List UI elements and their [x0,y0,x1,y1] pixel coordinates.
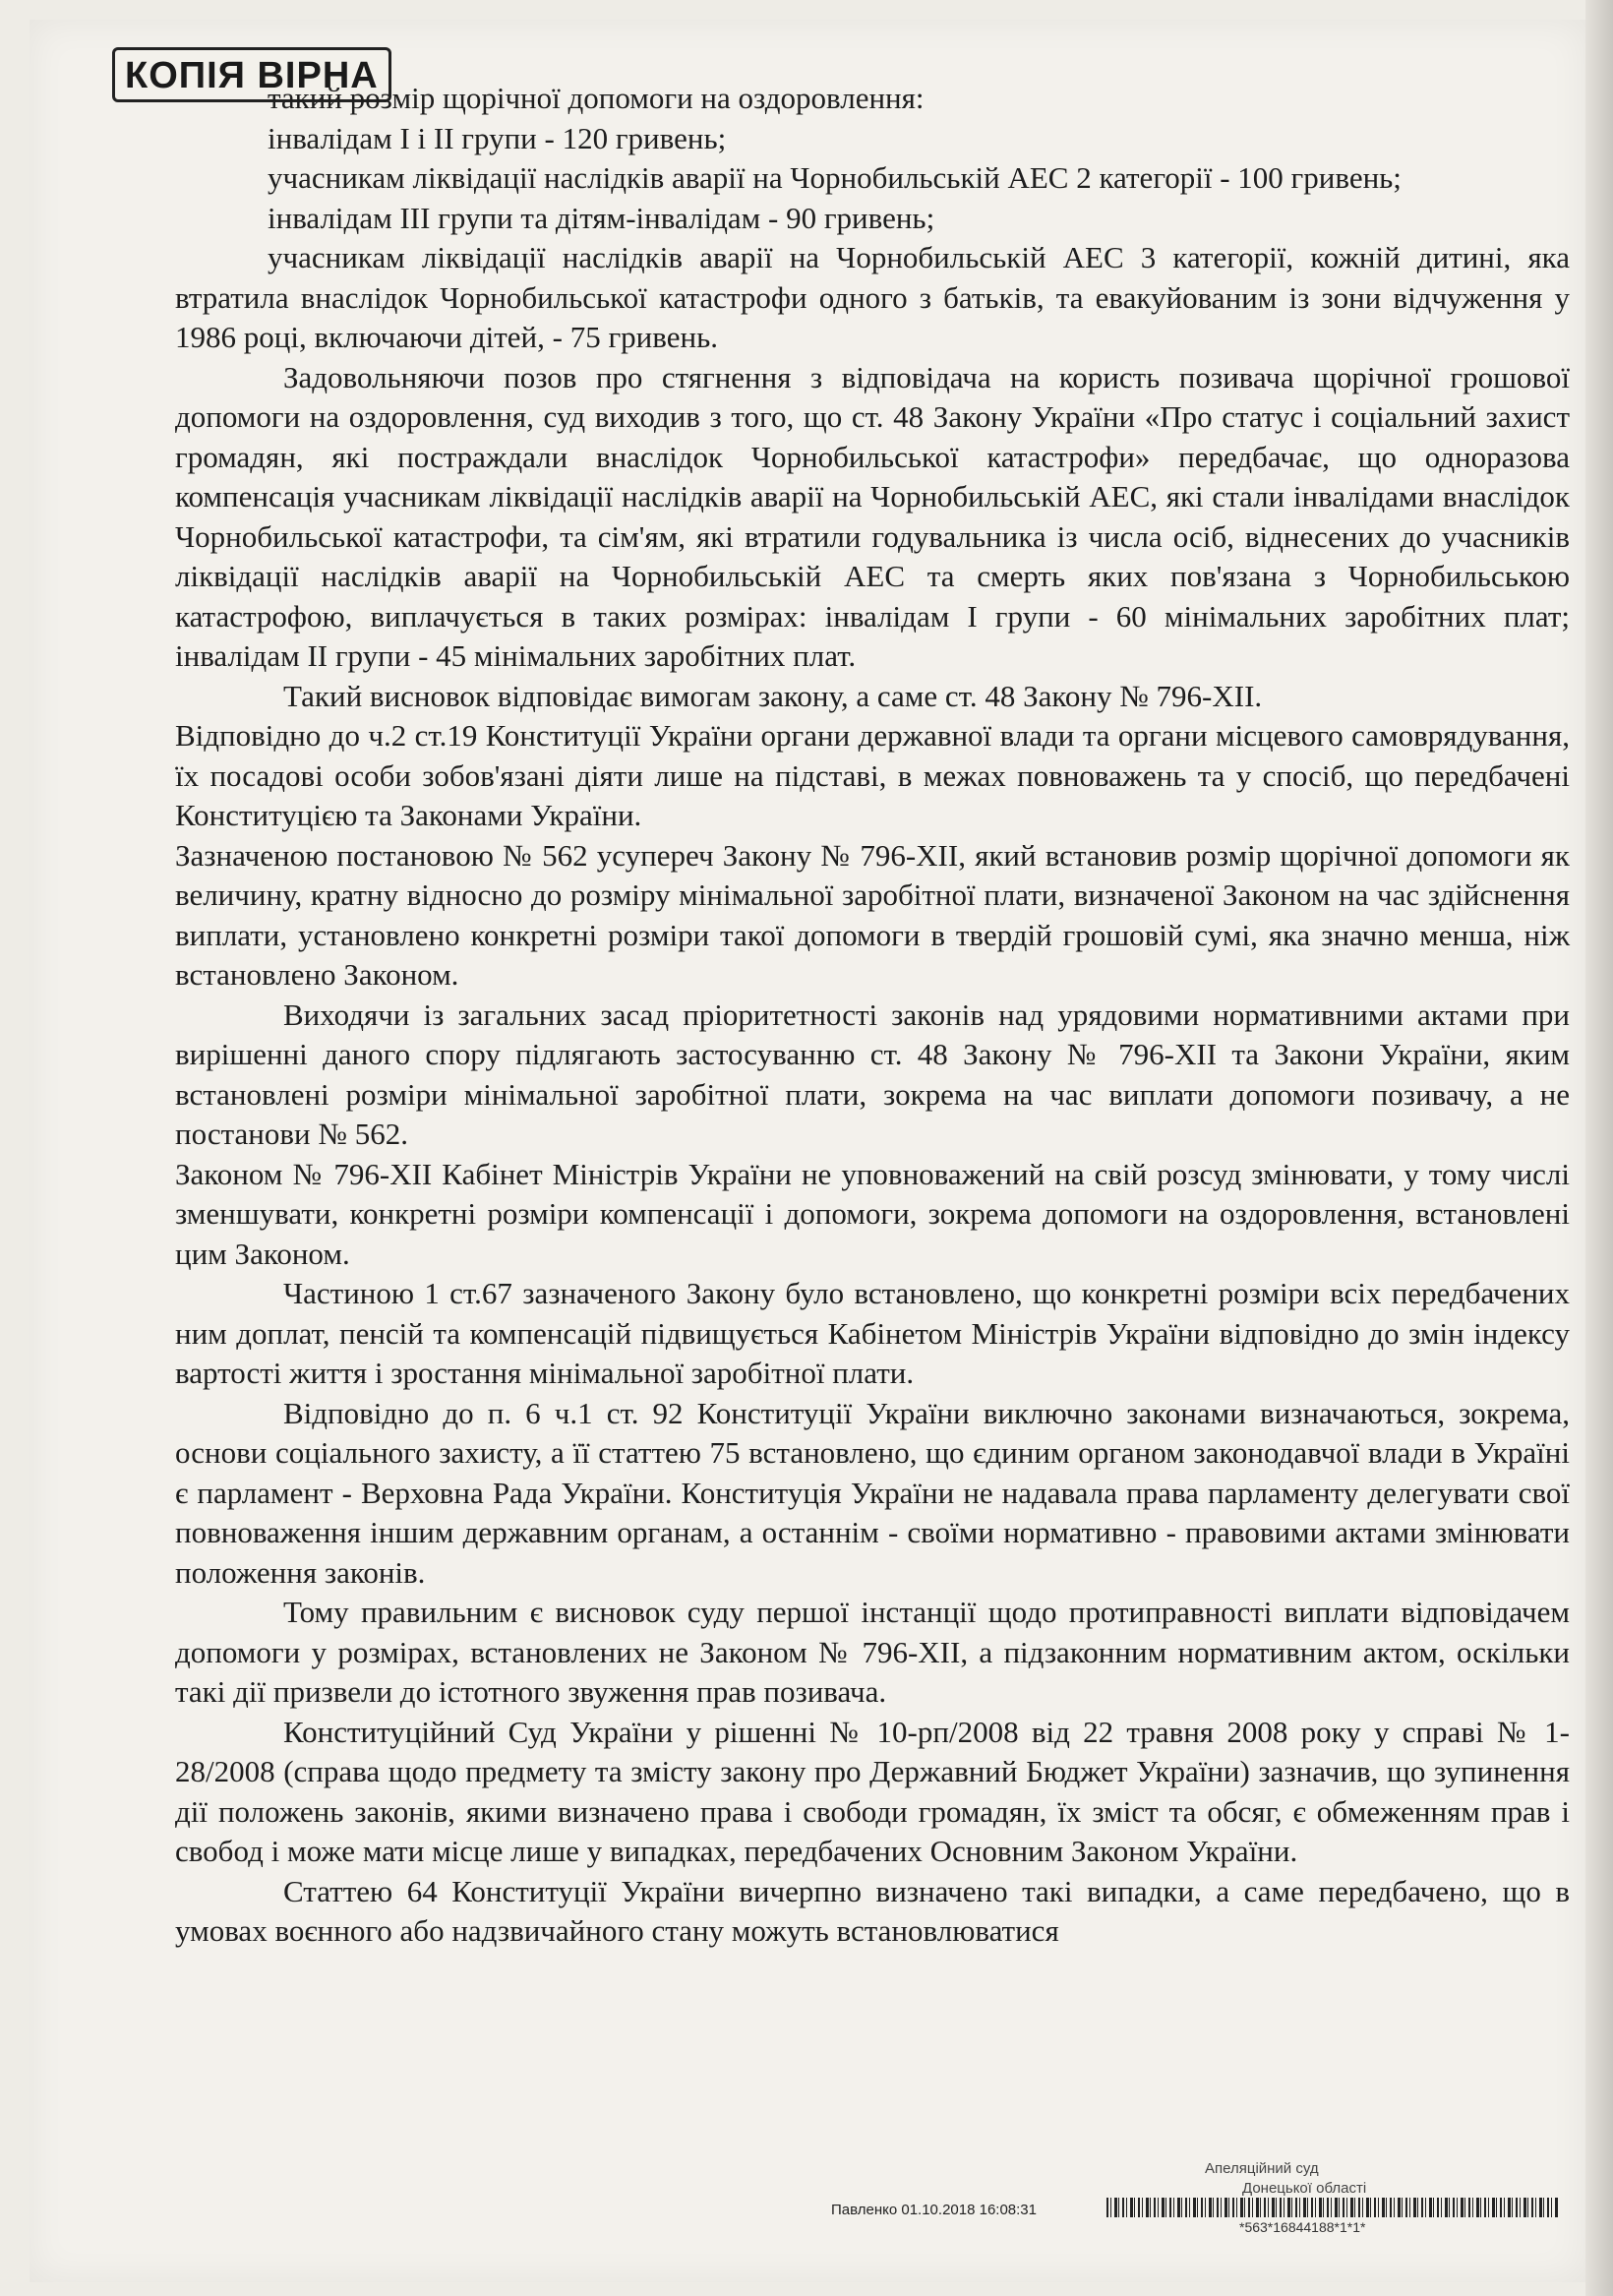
document-body [175,79,1570,1952]
paragraph: такий розмір щорічної допомоги на оздоровлення: [268,81,925,115]
paragraph: учасникам ліквідації наслідків аварії на Чорнобильській АЕС 2 категорії - 100 гривень; [268,160,1402,195]
paragraph: Такий висновок відповідає вимогам закону, а саме ст. 48 Закону № 796-XII. [283,678,1263,713]
signer-timestamp: Павленко 01.10.2018 16:08:31 [831,2202,1037,2218]
barcode [1106,2198,1559,2217]
registry-area: Донецької області [1242,2180,1367,2197]
paragraph: інвалідам І і ІІ групи - 120 гривень; [268,120,727,155]
paragraph: Тому правильним є висновок суду першої інстанції щодо протиправності виплати відповідачем допомоги у розмірах, встановлених не Законом № 796-XII, а підзаконним нормативним актом, оскільки такі дії призвели до істотного звуження прав позивача. [175,1595,1570,1709]
document-page [30,20,1585,2282]
paragraph: Відповідно до п. 6 ч.1 ст. 92 Конституції України виключно законами визначаються, зокрема, основи соціального захисту, а її статтею 75 встановлено, що єдиним органом законодавчої влади в Україні є парламент - Верховна Рада України. Конституція України не надавала права парламенту делегувати свої повноваження іншим державним органам, а останнім - своїми нормативно - правовими актами змінювати положення законів. [175,1395,1570,1590]
paragraph: Частиною 1 ст.67 зазначеного Закону було встановлено, що конкретні розміри всіх передбачених ним доплат, пенсій та компенсацій підвищується Кабінетом Міністрів України відповідно до змін індексу вартості життя і зростання мінімальної заробітної плати. [175,1276,1570,1390]
barcode-id: *563*16844188*1*1* [1239,2219,1366,2235]
paragraph: учасникам ліквідації наслідків аварії на Чорнобильській АЕС 3 категорії, кожній дитині, яка втратила внаслідок Чорнобильської катастрофи одного з батьків, та евакуйованим із зони відчуження у 1986 році, включаючи дітей, - 75 гривень. [175,240,1570,354]
registry-name: Апеляційний суд [1205,2160,1319,2177]
paragraph: Виходячи із загальних засад пріоритетності законів над урядовими нормативними актами при вирішенні даного спору підлягають застосуванню ст. 48 Закону № 796-XII та Закони України, яким встановлені розміри мінімальної заробітної плати, зокрема на час виплати допомоги позивачу, а не постанови № 562. [175,997,1570,1151]
paragraph: Задовольняючи позов про стягнення з відповідача на користь позивача щорічної грошової допомоги на оздоровлення, суд виходив з того, що ст. 48 Закону України «Про статус і соціальний захист громадян, які постраждали внаслідок Чорнобильської катастрофи» передбачає, що одноразова компенсація учасникам ліквідації наслідків аварії на Чорнобильській АЕС, які стали інвалідами внаслідок Чорнобильської катастрофи, та сім'ям, які втратили годувальника із числа осіб, віднесених до учасників ліквідації наслідків аварії на Чорнобильській АЕС та смерть яких пов'язана з Чорнобильською катастрофою, виплачується в таких розмірах: інвалідам І групи - 60 мінімальних заробітних плат; інвалідам II групи - 45 мінімальних заробітних плат. [175,359,1570,673]
paragraph: Відповідно до ч.2 ст.19 Конституції України органи державної влади та органи місцевого самоврядування, їх посадові особи зобов'язані діяти лише на підставі, в межах повноважень та у спосіб, що передбачені Конституцією та Законами України. [175,718,1570,832]
certified-copy-stamp: КОПІЯ ВІРНА [112,47,391,102]
paragraph: Конституційний Суд України у рішенні № 10-рп/2008 від 22 травня 2008 року у справі № 1-28/2008 (справа щодо предмету та змісту закону про Державний Бюджет України) зазначив, що зупинення дії положень законів, якими визначено права і свободи громадян, їх зміст та обсяг, є обмеженням прав і свобод і може мати місце лише у випадках, передбачених Основним Законом України. [175,1714,1570,1868]
paragraph: Статтею 64 Конституції України вичерпно визначено такі випадки, а саме передбачено, що в умовах воєнного або надзвичайного стану можуть встановлюватися [175,1873,1570,1948]
paragraph: інвалідам III групи та дітям-інвалідам - 90 гривень; [268,200,935,235]
registry-footer [831,2145,1569,2243]
paragraph: Зазначеною постановою № 562 усупереч Закону № 796-XII, який встановив розмір щорічної допомоги як величину, кратну відносно до розміру мінімальної заробітної плати, визначеної Законом на час здійснення виплати, установлено конкретні розміри такої допомоги в твердій грошовій сумі, яка значно менша, ніж встановлено Законом. [175,837,1570,992]
binding-edge [1585,0,1613,2296]
paragraph: Законом № 796-XII Кабінет Міністрів України не уповноважений на свій розсуд змінювати, у тому числі зменшувати, конкретні розміри компенсації і допомоги, зокрема допомоги на оздоровлення, встановлені цим Законом. [175,1156,1570,1271]
